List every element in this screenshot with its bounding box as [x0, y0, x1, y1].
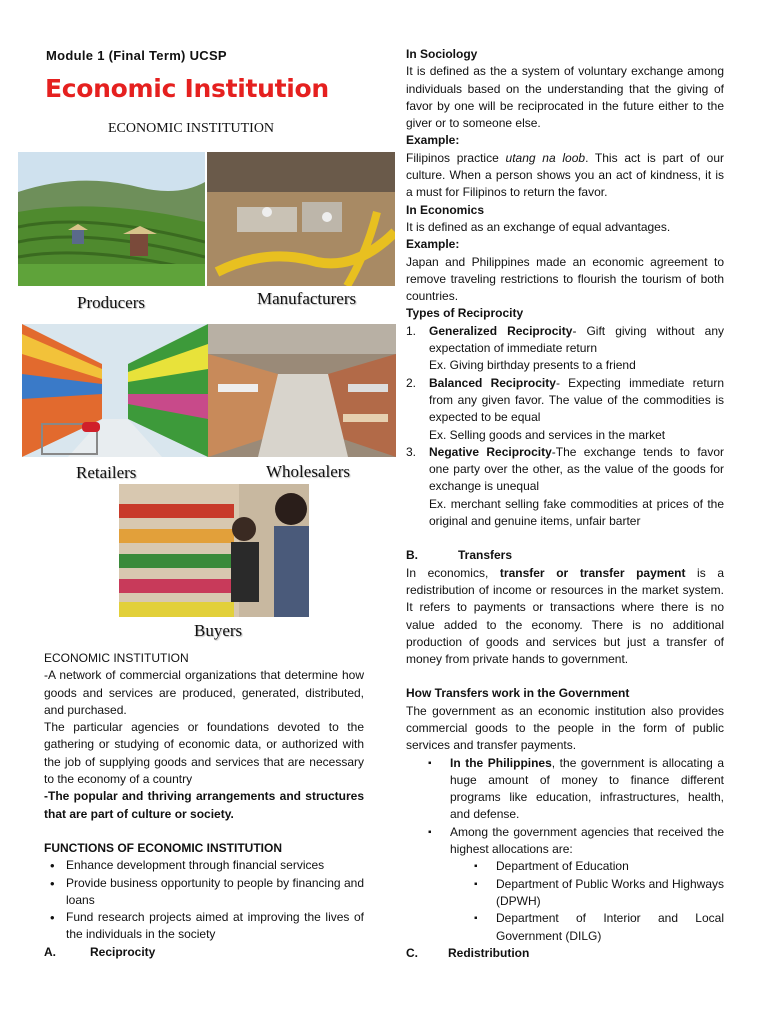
gov-bullet-1-text: , the government is allocating a huge amount of money to finance different programs like education, infrastructures, health, and defense. — [450, 755, 724, 822]
buyers-image — [119, 484, 309, 617]
economics-heading: In Economics — [406, 202, 485, 217]
type-name: Balanced Reciprocity — [429, 375, 556, 390]
example1-text — [406, 150, 724, 202]
section-a-title: Reciprocity — [90, 944, 156, 959]
reciprocity-type-3 — [406, 444, 724, 530]
type-number: 1. — [406, 323, 417, 338]
types-heading: Types of Reciprocity — [406, 306, 524, 321]
type-example: Ex. Giving birthday presents to a friend — [429, 358, 636, 373]
transfers-post: is a redistribution of income or resources in the market system. It refers to payments or transactions where there is no value added to the economy. There is no additional production of goods and services but just a transfer of money from private hands to government. — [406, 565, 725, 667]
type-desc: - Expecting immediate return from any given favor. The value of the commodities is expected to be equal — [429, 375, 724, 425]
transfers-bold: transfer or transfer payment — [499, 565, 686, 580]
section-a-heading — [44, 944, 364, 961]
section-c-letter: C. — [406, 945, 418, 960]
example1-heading: Example: — [406, 133, 460, 148]
page-subtitle: ECONOMIC INSTITUTION — [108, 121, 275, 136]
gov-list — [406, 755, 724, 945]
section-b-letter: B. — [406, 548, 418, 563]
definition-paragraph-3: -The popular and thriving arrangements and structures that are part of culture or society. — [44, 789, 364, 821]
gov-text: The government as an economic institution also provides commercial goods to the people in the form of public services and transfer payments. — [406, 703, 724, 753]
reciprocity-type-2 — [406, 375, 724, 444]
manufacturers-caption: Manufacturers — [257, 289, 357, 308]
definition-paragraph-1: -A network of commercial organizations that determine how goods and services are produced, generated, distributed, and purchased. — [44, 668, 364, 717]
functions-list — [44, 857, 364, 943]
retailers-image — [22, 324, 208, 457]
type-desc: - Gift giving without any expectation of immediate return — [429, 323, 724, 356]
section-c-title: Redistribution — [448, 945, 530, 960]
sociology-text: It is defined as the a system of voluntary exchange among individuals based on the understanding that the giving of favor by one will be reciprocated in the future either to the giver or to someone else. — [406, 64, 724, 131]
type-name: Generalized Reciprocity — [429, 323, 573, 338]
module-label: Module 1 (Final Term) UCSP — [46, 48, 227, 63]
type-number: 2. — [406, 375, 417, 390]
reciprocity-type-1 — [406, 323, 724, 375]
section-b-heading — [406, 547, 724, 564]
transfers-pre: In economics, — [406, 565, 500, 580]
agency-item: ▪ Department of Public Works and Highways (DPWH) — [406, 876, 724, 911]
gov-bullet-1-bold: In the Philippines — [450, 755, 552, 770]
wholesalers-caption: Wholesalers — [266, 462, 351, 481]
buyers-caption: Buyers — [194, 621, 243, 640]
type-example: Ex. merchant selling fake commodities at prices of the original and genuine items, unfair barter — [429, 496, 724, 529]
agency-item: ▪ Department of Interior and Local Government (DILG) — [406, 910, 724, 945]
economics-text: It is defined as an exchange of equal advantages. — [406, 219, 671, 234]
right-text-column — [406, 46, 724, 962]
section-a-letter: A. — [44, 944, 56, 959]
function-item: • Provide business opportunity to people by financing and loans — [44, 875, 364, 910]
type-example: Ex. Selling goods and services in the market — [429, 427, 666, 442]
gov-bullet-2: ▪ Among the government agencies that received the highest allocations are: — [406, 824, 724, 859]
section-b-title: Transfers — [458, 548, 513, 563]
left-text-column — [44, 650, 364, 961]
transfers-text — [406, 565, 724, 669]
type-desc: -The exchange tends to favor one party over the other, as the value of the goods for exchange is unequal — [429, 444, 724, 494]
example1-italic: utang na loob — [505, 150, 586, 165]
sociology-heading: In Sociology — [406, 47, 478, 61]
manufacturers-image — [207, 152, 395, 286]
example1-text-pre: Filipinos practice — [406, 150, 506, 165]
functions-heading: FUNCTIONS OF ECONOMIC INSTITUTION — [44, 840, 282, 855]
definition-paragraph-2: The particular agencies or foundations devoted to the gathering or studying of economic data, or authorized with the job of supplying goods and services that are necessary to the economy of a country — [44, 720, 364, 787]
section-c-heading — [406, 945, 724, 962]
page-title: Economic Institution — [45, 74, 329, 103]
function-item: • Fund research projects aimed at improving the lives of the individuals in the society — [44, 909, 364, 944]
type-number: 3. — [406, 444, 417, 459]
producers-image — [18, 152, 205, 286]
wholesalers-image — [208, 324, 396, 457]
gov-bullet-1 — [406, 755, 724, 824]
function-item: • Enhance development through financial services — [44, 857, 364, 874]
definition-heading: ECONOMIC INSTITUTION — [44, 651, 189, 665]
example1-text-post: . This act is part of our culture. When a person shows you an act of kindness, it is a must for Filipinos to return the favor. — [406, 150, 724, 200]
gov-heading: How Transfers work in the Government — [406, 686, 630, 701]
example2-heading: Example: — [406, 237, 460, 252]
retailers-caption: Retailers — [76, 463, 137, 482]
producers-caption: Producers — [77, 293, 145, 312]
type-name: Negative Reciprocity — [429, 444, 552, 459]
agency-item: ▪ Department of Education — [406, 858, 724, 875]
example2-text: Japan and Philippines made an economic agreement to remove traveling restrictions to flourish the tourism of both countries. — [406, 254, 724, 304]
